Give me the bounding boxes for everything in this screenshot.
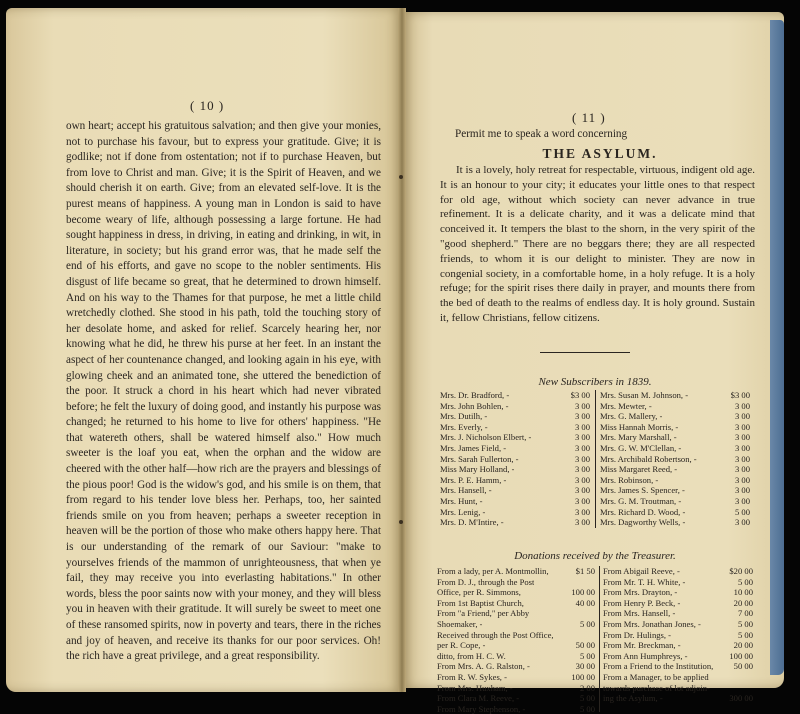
- entry-name: From a Manager, to be applied: [603, 671, 709, 682]
- entry-amount: 3 00: [574, 464, 590, 475]
- entry-amount: 3 00: [574, 517, 590, 528]
- entry-name: Mrs. Susan M. Johnson, -: [600, 390, 689, 400]
- list-row: [600, 507, 750, 518]
- entry-name: From R. W. Sykes, -: [437, 671, 507, 682]
- entry-amount: 100 00: [571, 587, 595, 598]
- entry-amount: 300 00: [729, 693, 753, 704]
- donations-list-left: [437, 566, 595, 714]
- list-row: [603, 661, 753, 672]
- list-row: [600, 517, 750, 528]
- list-row: [440, 517, 590, 528]
- entry-amount: 3 00: [734, 495, 750, 506]
- list-row: [440, 422, 590, 433]
- entry-amount: 3 00: [574, 453, 590, 464]
- list-row: [437, 598, 595, 609]
- entry-name: From Dr. Hulings, -: [603, 629, 672, 640]
- entry-amount: $20 00: [729, 566, 753, 576]
- entry-name: Mrs. Richard D. Wood, -: [600, 506, 686, 517]
- list-row: [437, 704, 595, 714]
- entry-amount: [567, 577, 595, 588]
- list-row: [437, 577, 595, 588]
- entry-name: From a Friend to the Institution,: [603, 661, 714, 672]
- book-spine: [398, 8, 406, 692]
- asylum-body: [440, 163, 755, 326]
- list-row: [600, 411, 750, 422]
- list-row: [603, 630, 753, 641]
- entry-name: Office, per R. Simmons,: [437, 587, 521, 598]
- binding-stitch: [399, 520, 403, 524]
- list-row: [603, 651, 753, 662]
- donations-heading: Donations received by the Treasurer.: [514, 550, 676, 562]
- asylum-intro: Permit me to speak a word concerning: [455, 128, 628, 140]
- entry-amount: 3 00: [574, 506, 590, 517]
- entry-amount: 3 00: [574, 485, 590, 496]
- entry-name: Miss Margaret Reed, -: [600, 464, 678, 475]
- entry-name: Mrs. James Field, -: [440, 442, 507, 453]
- list-row: [440, 464, 590, 475]
- entry-name: Mrs. G. W. M'Clellan, -: [600, 442, 682, 453]
- entry-amount: 100 00: [571, 671, 595, 682]
- entry-name: From Mr. Breckman, -: [603, 640, 681, 651]
- list-row: [437, 608, 595, 619]
- entry-amount: 5 00: [737, 618, 753, 629]
- list-row: [603, 640, 753, 651]
- list-row: [440, 411, 590, 422]
- entry-name: From Mrs. Drayton, -: [603, 587, 678, 598]
- subscribers-list-right: [600, 390, 750, 528]
- entry-amount: [725, 672, 753, 683]
- list-row: [600, 401, 750, 412]
- list-row: [440, 401, 590, 412]
- entry-name: From D. J., through the Post: [437, 576, 535, 587]
- left-page-paragraph: own heart; accept his gratuitous salvation; and then give your monies, not to purchase his favour, but to express your gratitude. Give; it is godlike; not if done from ostentation; not if to purchase Heaven, but from love to Christ and man. Give; it is the Spirit of Heaven, and we should cherish it on earth. Give; from an elevated self-love. It is the purest means of happiness. A young man in London is said to have become weary of life, although possessing a large fortune. He had sought happiness in dress, in driving, in eating and drinking, in wit, in literature, in society; but his grand error was, that he made self the end of his efforts, and gave no scope to the nobler sentiments. His disgust of life became so great, that he determined to drown himself. And on his way to the Thames for that purpose, he met a little child wretchedly clothed. She stood in his path, told the touching story of her desolate home, and asked for relief. Scarcely hearing her, nor knowing what he did, he threw his purse at her feet. In an instant the aspect of her countenance changed, and looking again in his eye, with glowing cheek and an animated tone, she uttered the benediction of the poor. It struck a chord in his heart which had never vibrated before; he felt the luxury of doing good, and instantly his purpose was changed; he returned to his home to live for others' happiness. "He that watereth others, shall be watered himself also." How much sweeter is the loaf you eat, when the orphan and the widow are cheered with the other half—how rich are the prayers and blessings of the pious poor! God is the widow's god, and his smile is on them, that from regard to his tender love bless her. Perhaps, too, her sainted friends smile on you from heaven; perhaps a sweeter reception in heaven will be the portion of those who make others happy here. That is our understanding of the remark of our Saviour: "make to yourselves friends of the mammon of unrighteousness, that when ye fail, they may receive you into everlasting habitations." In other words, bless the poor saints now with your money, and they will bless you in heaven with their gratitude. It will surely be sweet to meet one of these ransomed spirits, now in poverty and tears, there in the riches and joy of heaven, and receive its thanks for our poor services. Oh! the rich have a great privilege, and a great responsibility.: [66, 120, 381, 663]
- list-row: [603, 683, 753, 694]
- list-row: [600, 454, 750, 465]
- entry-name: ditto, from H. C. W.: [437, 650, 506, 661]
- entry-name: Mrs. Mary Marshall, -: [600, 432, 677, 443]
- entry-name: Mrs. Archibald Robertson, -: [600, 453, 697, 464]
- entry-name: From "a Friend," per Abby: [437, 608, 530, 619]
- entry-name: From Mrs. A. G. Ralston, -: [437, 661, 530, 672]
- entry-amount: 5 00: [737, 629, 753, 640]
- list-row: [603, 672, 753, 683]
- list-row: [437, 651, 595, 662]
- entry-amount: $3 00: [570, 390, 590, 400]
- list-row: [437, 693, 595, 704]
- list-row: [440, 390, 590, 401]
- entry-name: From Mrs. Jonathan Jones, -: [603, 618, 701, 629]
- list-row: [440, 432, 590, 443]
- entry-amount: 100 00: [729, 650, 753, 661]
- binding-stitch: [399, 175, 403, 179]
- entry-name: Miss Mary Holland, -: [440, 464, 515, 475]
- entry-name: Mrs. Hunt, -: [440, 495, 483, 506]
- list-row: [600, 443, 750, 454]
- entry-name: Mrs. Mewter, -: [600, 400, 652, 411]
- entry-amount: 3 00: [734, 421, 750, 432]
- entry-amount: 2 00: [579, 682, 595, 693]
- subscribers-heading: New Subscribers in 1839.: [538, 376, 652, 388]
- list-row: [600, 432, 750, 443]
- entry-name: Mrs. Sarah Fullerton, -: [440, 453, 519, 464]
- entry-name: Mrs. D. M'Intire, -: [440, 517, 504, 528]
- entry-name: From Ann Humphreys, -: [603, 650, 688, 661]
- list-row: [437, 661, 595, 672]
- entry-name: Mrs. Dutilh, -: [440, 411, 488, 422]
- list-row: [437, 640, 595, 651]
- entry-name: towards purchase of lot adjoin-: [603, 682, 710, 693]
- entry-amount: 3 00: [734, 464, 750, 475]
- entry-amount: 5 00: [579, 703, 595, 714]
- entry-amount: 3 00: [734, 485, 750, 496]
- left-page-number: ( 10 ): [190, 98, 225, 113]
- list-row: [440, 496, 590, 507]
- right-page-number: ( 11 ): [572, 110, 606, 125]
- entry-amount: 20 00: [733, 640, 753, 651]
- asylum-paragraph: It is a lovely, holy retreat for respectable, virtuous, indigent old age. It is an honour to your city; it educates your little ones to that respect for old age, without which society can never advance in true refinement. It is a delicate charity, and it was a delicate mind that conceived it. It tempers the blast to the shorn, in the very spirit of the "good shepherd." There are no beggars there; they are all respected friends, to whom it is our delight to minister. They are now in congenial society, in a comfortable home, in a holy refuge. It is a holy refuge; for the spirit rises there daily in prayer, and mounts there from the bed of death to the realms of endless day. It is holy ground. Sustain it, fellow Christians, fellow citizens.: [440, 164, 755, 324]
- list-row: [603, 577, 753, 588]
- donations-list-right: [603, 566, 753, 704]
- list-row: [437, 619, 595, 630]
- list-row: [603, 587, 753, 598]
- entry-name: Mrs. Lenig, -: [440, 506, 486, 517]
- entry-name: From Henry P. Beck, -: [603, 597, 681, 608]
- list-row: [437, 672, 595, 683]
- column-divider: [599, 566, 600, 712]
- column-divider: [595, 390, 596, 528]
- entry-amount: 3 00: [574, 421, 590, 432]
- entry-amount: $1 50: [575, 566, 595, 576]
- list-row: [600, 464, 750, 475]
- list-row: [437, 566, 595, 577]
- subscribers-list-left: [440, 390, 590, 528]
- list-row: [440, 475, 590, 486]
- entry-amount: [725, 683, 753, 694]
- entry-amount: 7 00: [737, 608, 753, 619]
- entry-name: Mrs. G. M. Troutman, -: [600, 495, 682, 506]
- entry-amount: [567, 608, 595, 619]
- entry-amount: 3 00: [574, 495, 590, 506]
- entry-name: From Clara M. Reeve, -: [437, 693, 520, 704]
- entry-amount: 3 00: [574, 411, 590, 422]
- entry-name: Mrs. John Bohlen, -: [440, 400, 509, 411]
- entry-name: Miss Hannah Morris, -: [600, 421, 679, 432]
- entry-name: Mrs. J. Nicholson Elbert, -: [440, 432, 532, 443]
- entry-name: per R. Cope, -: [437, 640, 486, 651]
- list-row: [600, 475, 750, 486]
- entry-amount: 10 00: [733, 587, 753, 598]
- entry-name: Mrs. Robinson, -: [600, 474, 659, 485]
- list-row: [600, 496, 750, 507]
- entry-amount: 3 00: [734, 474, 750, 485]
- list-row: [437, 683, 595, 694]
- list-row: [603, 566, 753, 577]
- entry-name: From Mary Stephenson, -: [437, 703, 526, 714]
- entry-name: ing the Asylum, -: [603, 693, 663, 704]
- entry-name: From a lady, per A. Montmollin,: [437, 566, 549, 576]
- entry-amount: 50 00: [575, 640, 595, 651]
- entry-amount: 3 00: [734, 453, 750, 464]
- entry-amount: 3 00: [734, 432, 750, 443]
- entry-amount: 3 00: [574, 474, 590, 485]
- entry-amount: 5 00: [579, 693, 595, 704]
- entry-amount: 5 00: [737, 576, 753, 587]
- entry-amount: $3 00: [730, 390, 750, 400]
- entry-amount: 3 00: [574, 400, 590, 411]
- entry-amount: [567, 630, 595, 641]
- left-page-text: [66, 119, 381, 665]
- list-row: [603, 598, 753, 609]
- entry-amount: 5 00: [579, 618, 595, 629]
- list-row: [440, 485, 590, 496]
- list-row: [437, 630, 595, 641]
- entry-amount: 3 00: [734, 517, 750, 528]
- entry-name: Mrs. G. Mallery, -: [600, 411, 663, 422]
- entry-name: Mrs. Dagworthy Wells, -: [600, 517, 686, 528]
- asylum-title: THE ASYLUM.: [542, 146, 658, 161]
- entry-amount: 30 00: [575, 661, 595, 672]
- entry-name: Mrs. Dr. Bradford, -: [440, 390, 510, 400]
- entry-amount: 3 00: [574, 442, 590, 453]
- list-row: [437, 587, 595, 598]
- entry-name: Mrs. Everly, -: [440, 421, 488, 432]
- entry-name: From Mrs. Hansell, -: [603, 608, 676, 619]
- entry-amount: 3 00: [734, 411, 750, 422]
- list-row: [603, 619, 753, 630]
- list-row: [603, 608, 753, 619]
- entry-name: Shoemaker, -: [437, 618, 483, 629]
- entry-amount: 3 00: [574, 432, 590, 443]
- entry-amount: 40 00: [575, 597, 595, 608]
- section-divider: [540, 352, 630, 353]
- entry-name: From Mrs. Huxham, -: [437, 682, 513, 693]
- entry-name: Mrs. P. E. Hamm, -: [440, 474, 507, 485]
- list-row: [600, 390, 750, 401]
- list-row: [603, 693, 753, 704]
- list-row: [440, 507, 590, 518]
- entry-name: From Mr. T. H. White, -: [603, 576, 686, 587]
- entry-amount: 50 00: [733, 661, 753, 672]
- entry-amount: 3 00: [734, 400, 750, 411]
- entry-name: Mrs. James S. Spencer, -: [600, 485, 685, 496]
- entry-amount: 3 00: [734, 442, 750, 453]
- list-row: [440, 443, 590, 454]
- entry-name: From Abigail Reeve, -: [603, 566, 680, 576]
- entry-amount: 5 00: [579, 650, 595, 661]
- list-row: [440, 454, 590, 465]
- entry-name: Received through the Post Office,: [437, 629, 554, 640]
- entry-name: From 1st Baptist Church,: [437, 597, 524, 608]
- list-row: [600, 485, 750, 496]
- entry-amount: 5 00: [734, 506, 750, 517]
- entry-amount: 20 00: [733, 597, 753, 608]
- entry-name: Mrs. Hansell, -: [440, 485, 492, 496]
- blue-backing-edge: [770, 20, 784, 675]
- list-row: [600, 422, 750, 433]
